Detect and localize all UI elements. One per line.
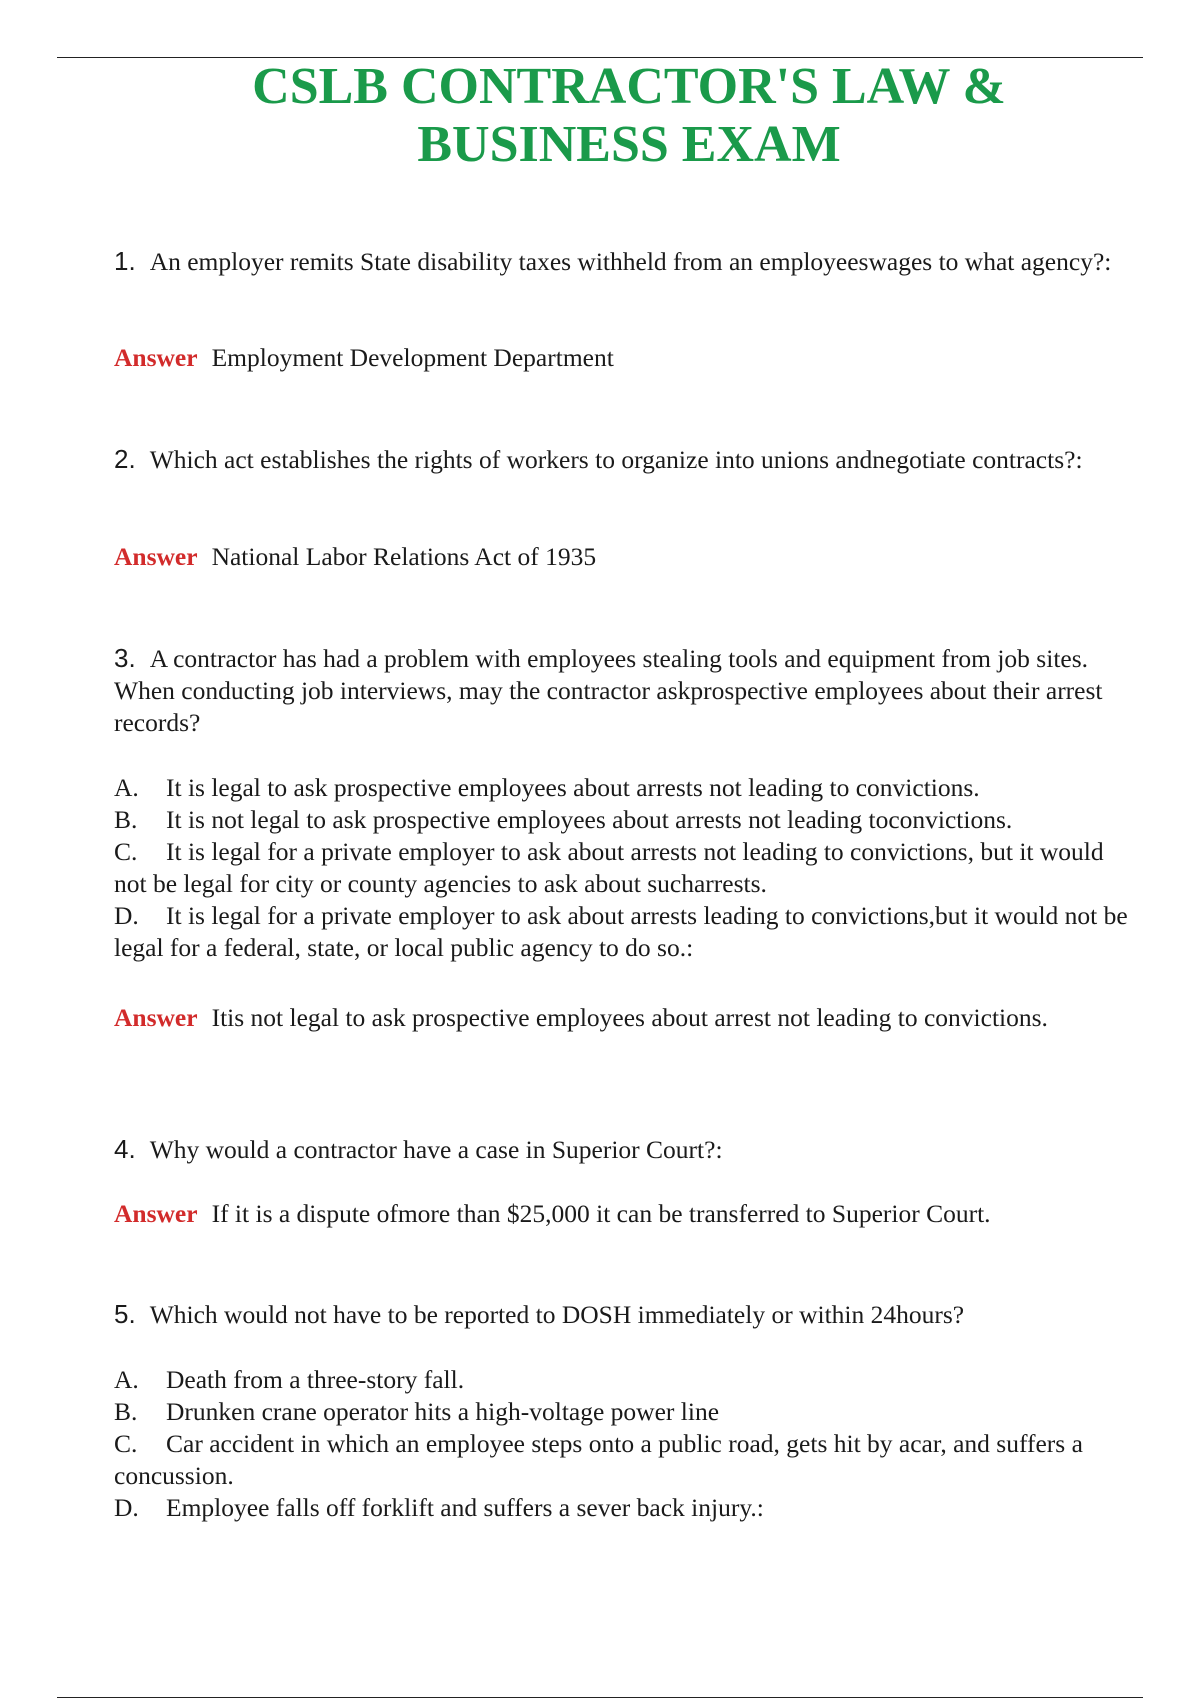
option-b [114, 1396, 1139, 1428]
option-letter: C. [114, 1429, 138, 1458]
question-number: 1. [114, 246, 136, 276]
answer-1 [114, 342, 1139, 374]
question-number: 4. [114, 1134, 136, 1164]
answer-text: Itis not legal to ask prospective employees about arrest not leading to convictions. [211, 1003, 1048, 1032]
option-d [114, 900, 1139, 964]
question-text: A contractor has had a problem with employees stealing tools and equipment from job sites. When conducting job interviews, may the contractor askprospective employees about their arrest records? [114, 644, 1103, 737]
question-text: Which would not have to be reported to DOSH immediately or within 24hours? [149, 1300, 965, 1329]
option-text: It is legal for a private employer to ask about arrests not leading to convictions, but it would not be legal for city or county agencies to ask about sucharrests. [114, 837, 1104, 898]
question-text: Which act establishes the rights of workers to organize into unions andnegotiate contracts?: [149, 445, 1083, 474]
question-5 [114, 1298, 1139, 1331]
answer-4 [114, 1198, 1139, 1230]
option-d [114, 1492, 1139, 1524]
option-b [114, 804, 1139, 836]
question-3-options [114, 772, 1139, 964]
option-text: Death from a three-story fall. [166, 1365, 465, 1394]
question-number: 3. [114, 643, 136, 673]
question-1 [114, 245, 1139, 278]
option-text: Employee falls off forklift and suffers a sever back injury.: [166, 1493, 764, 1522]
option-letter: A. [114, 773, 139, 802]
question-5-options [114, 1364, 1139, 1524]
answer-text: Employment Development Department [211, 343, 614, 372]
question-number: 5. [114, 1299, 136, 1329]
page-title [0, 58, 1200, 174]
option-text: Drunken crane operator hits a high-voltage power line [166, 1397, 720, 1426]
question-2 [114, 443, 1139, 476]
option-letter: B. [114, 805, 138, 834]
answer-label: Answer [114, 542, 198, 571]
bottom-rule [57, 1697, 1143, 1698]
title-line-1: CSLB CONTRACTOR'S LAW & [252, 58, 1006, 115]
option-text: It is legal to ask prospective employees about arrests not leading to convictions. [166, 773, 980, 802]
answer-text: National Labor Relations Act of 1935 [211, 542, 597, 571]
answer-3 [114, 1002, 1139, 1034]
question-text: Why would a contractor have a case in Superior Court?: [149, 1135, 723, 1164]
question-number: 2. [114, 444, 136, 474]
answer-label: Answer [114, 1003, 198, 1032]
option-a [114, 772, 1139, 804]
option-text: It is not legal to ask prospective employees about arrests not leading toconvictions. [166, 805, 1013, 834]
option-c [114, 1428, 1139, 1492]
title-line-2: BUSINESS EXAM [417, 116, 841, 173]
option-a [114, 1364, 1139, 1396]
option-letter: D. [114, 1493, 139, 1522]
option-letter: A. [114, 1365, 139, 1394]
answer-label: Answer [114, 343, 198, 372]
option-text: Car accident in which an employee steps onto a public road, gets hit by acar, and suffers a concussion. [114, 1429, 1083, 1490]
question-text: An employer remits State disability taxes withheld from an employeeswages to what agency?: [149, 247, 1112, 276]
option-letter: C. [114, 837, 138, 866]
option-letter: D. [114, 901, 139, 930]
question-3 [114, 642, 1139, 739]
option-c [114, 836, 1139, 900]
answer-2 [114, 541, 1139, 573]
option-text: It is legal for a private employer to ask about arrests leading to convictions,but it would not be legal for a federal, state, or local public agency to do so.: [114, 901, 1128, 962]
question-4 [114, 1133, 1139, 1166]
option-letter: B. [114, 1397, 138, 1426]
answer-text: If it is a dispute ofmore than $25,000 it can be transferred to Superior Court. [211, 1199, 991, 1228]
answer-label: Answer [114, 1199, 198, 1228]
